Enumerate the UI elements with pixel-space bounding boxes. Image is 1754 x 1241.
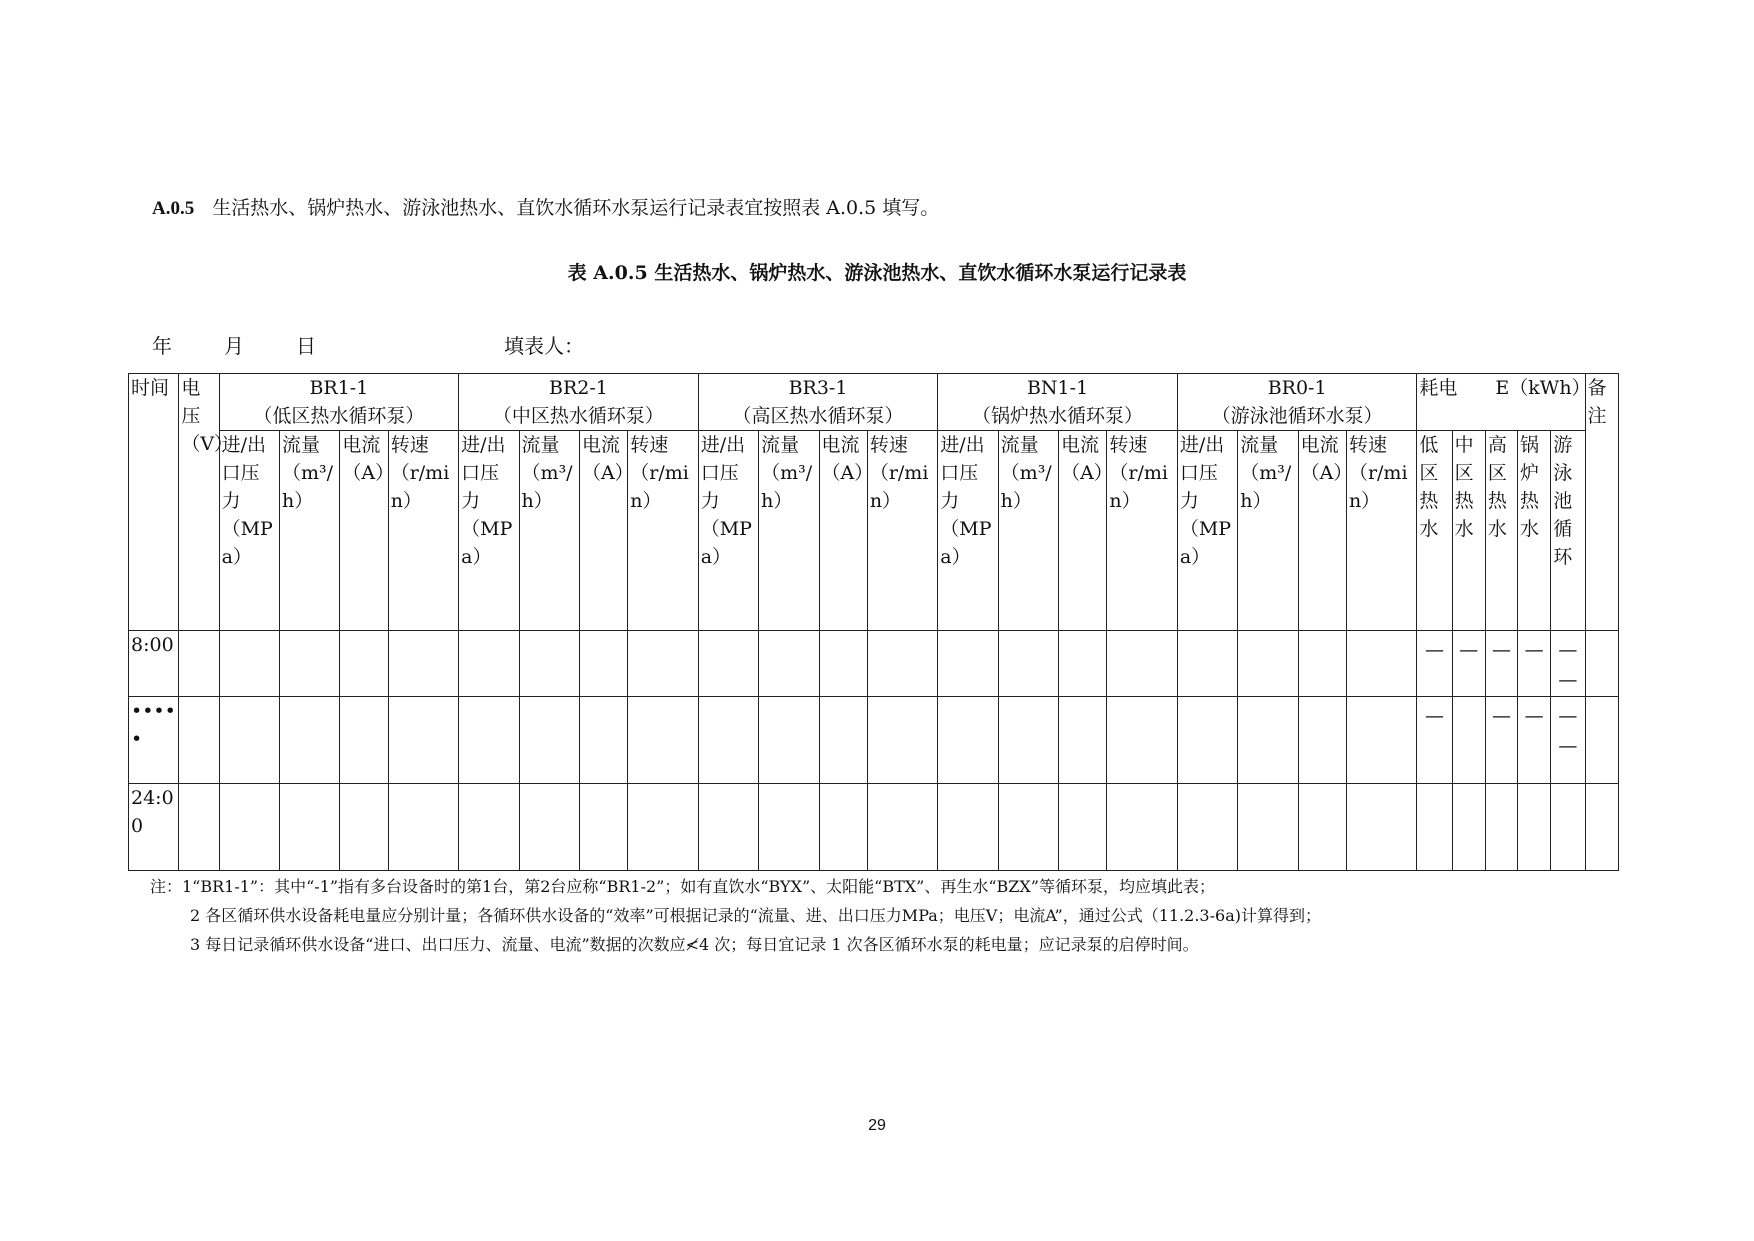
blank-cell[interactable] — [1346, 697, 1416, 784]
blank-cell[interactable] — [938, 631, 998, 697]
energy-cell: — — [1518, 631, 1551, 697]
energy-cell: — — [1485, 631, 1517, 697]
speed-header: 转速（r/min） — [1346, 431, 1416, 631]
intro-paragraph — [152, 193, 939, 220]
note-line: 2 各区循环供水设备耗电量应分别计量；各循环供水设备的“效率”可根据记录的“流量、进、出口压力MPa；电压V；电流A”，通过公式（11.2.3-6a)计算得到； — [190, 906, 1321, 925]
blank-cell[interactable] — [1107, 631, 1177, 697]
group-header-bn1 — [938, 374, 1178, 431]
blank-cell[interactable] — [628, 784, 698, 871]
speed-header: 转速（r/min） — [388, 431, 458, 631]
record-table — [128, 373, 1619, 871]
energy-cell — [1485, 784, 1517, 871]
pressure-header: 进/出口压力（MPa） — [698, 431, 758, 631]
blank-cell[interactable] — [698, 631, 758, 697]
blank-cell[interactable] — [998, 631, 1058, 697]
blank-cell[interactable] — [1107, 697, 1177, 784]
energy-col-pool: 游泳池循环 — [1551, 431, 1585, 631]
energy-cell — [1518, 784, 1551, 871]
pressure-header: 进/出口压力（MPa） — [1177, 431, 1237, 631]
blank-cell[interactable] — [1298, 697, 1346, 784]
page-number: 29 — [868, 1117, 886, 1134]
blank-cell[interactable] — [759, 631, 819, 697]
group-code: BR3-1 — [788, 377, 848, 399]
group-header-br0 — [1177, 374, 1417, 431]
blank-cell[interactable] — [459, 697, 519, 784]
flow-header: 流量（m³/h） — [519, 431, 579, 631]
energy-cell — [1417, 784, 1452, 871]
section-number: A.0.5 — [152, 198, 195, 219]
time-cell: •••• • — [129, 697, 179, 784]
energy-col-high: 高区热水 — [1485, 431, 1517, 631]
blank-cell[interactable] — [819, 631, 867, 697]
blank-cell[interactable] — [867, 697, 937, 784]
time-cell: 8:00 — [129, 631, 179, 697]
blank-cell[interactable] — [628, 697, 698, 784]
blank-cell[interactable] — [179, 697, 219, 784]
filler-label: 填表人： — [504, 334, 584, 358]
flow-header: 流量（m³/h） — [279, 431, 339, 631]
blank-cell[interactable] — [1059, 631, 1107, 697]
table-row — [129, 631, 1619, 697]
blank-cell[interactable] — [1238, 631, 1298, 697]
blank-cell[interactable] — [1298, 784, 1346, 871]
blank-cell[interactable] — [340, 631, 388, 697]
energy-cell — [1452, 697, 1485, 784]
energy-cell: — — [1485, 697, 1517, 784]
current-header: 电流（A） — [1298, 431, 1346, 631]
blank-cell[interactable] — [459, 784, 519, 871]
blank-cell[interactable] — [388, 784, 458, 871]
table-row — [129, 697, 1619, 784]
group-name: （低区热水循环泵） — [253, 405, 425, 427]
table-caption: 表 A.0.5 生活热水、锅炉热水、游泳池热水、直饮水循环水泵运行记录表 — [567, 262, 1187, 284]
energy-col-low: 低区热水 — [1417, 431, 1452, 631]
blank-cell[interactable] — [219, 697, 279, 784]
blank-cell[interactable] — [1059, 784, 1107, 871]
month-label: 月 — [224, 334, 244, 358]
blank-cell[interactable] — [579, 697, 627, 784]
speed-header: 转速（r/min） — [628, 431, 698, 631]
blank-cell[interactable] — [867, 631, 937, 697]
group-header-br3 — [698, 374, 938, 431]
energy-cell — [1551, 784, 1585, 871]
group-name: （锅炉热水循环泵） — [972, 405, 1144, 427]
blank-cell[interactable] — [519, 697, 579, 784]
pressure-header: 进/出口压力（MPa） — [459, 431, 519, 631]
blank-cell[interactable] — [998, 784, 1058, 871]
group-code: BR1-1 — [309, 377, 369, 399]
flow-header: 流量（m³/h） — [759, 431, 819, 631]
group-code: BR2-1 — [549, 377, 608, 399]
group-code: BR0-1 — [1267, 377, 1327, 399]
remark-cell[interactable] — [1585, 631, 1618, 697]
remark-header: 备注 — [1585, 374, 1618, 631]
group-code: BN1-1 — [1026, 377, 1089, 399]
voltage-header: 电压（V） — [179, 374, 219, 631]
blank-cell[interactable] — [1059, 697, 1107, 784]
blank-cell[interactable] — [1238, 697, 1298, 784]
group-name: （高区热水循环泵） — [732, 405, 904, 427]
blank-cell[interactable] — [340, 697, 388, 784]
remark-cell[interactable] — [1585, 697, 1618, 784]
day-label: 日 — [296, 334, 316, 358]
time-cell: 24:00 — [129, 784, 179, 871]
blank-cell[interactable] — [938, 697, 998, 784]
table-notes — [150, 872, 1321, 959]
pressure-header: 进/出口压力（MPa） — [219, 431, 279, 631]
blank-cell[interactable] — [579, 784, 627, 871]
energy-cell: — — [1452, 631, 1485, 697]
blank-cell[interactable] — [698, 784, 758, 871]
pressure-header: 进/出口压力（MPa） — [938, 431, 998, 631]
current-header: 电流（A） — [579, 431, 627, 631]
blank-cell[interactable] — [938, 784, 998, 871]
current-header: 电流（A） — [819, 431, 867, 631]
energy-cell: — — [1417, 697, 1452, 784]
blank-cell[interactable] — [698, 697, 758, 784]
time-header: 时间 — [129, 374, 179, 631]
blank-cell[interactable] — [759, 697, 819, 784]
note-line: 注：1“BR1-1”：其中“-1”指有多台设备时的第1台，第2台应称“BR1-2”；如有直饮水“BYX”、太阳能“BTX”、再生水“BZX”等循环泵，均应填此表； — [150, 877, 1215, 896]
blank-cell[interactable] — [1177, 631, 1237, 697]
blank-cell[interactable] — [1107, 784, 1177, 871]
speed-header: 转速（r/min） — [1107, 431, 1177, 631]
blank-cell[interactable] — [459, 631, 519, 697]
note-line: 3 每日记录循环供水设备“进口、出口压力、流量、电流”数据的次数应≮4 次；每日宜记录 1 次各区循环水泵的耗电量；应记录泵的启停时间。 — [190, 935, 1199, 954]
table-row — [129, 784, 1619, 871]
remark-cell[interactable] — [1585, 784, 1618, 871]
intro-text: 生活热水、锅炉热水、游泳池热水、直饮水循环水泵运行记录表宜按照表 A.0.5 填写。 — [212, 197, 940, 219]
group-header-br1 — [219, 374, 459, 431]
energy-col-mid: 中区热水 — [1452, 431, 1485, 631]
blank-cell[interactable] — [279, 631, 339, 697]
current-header: 电流（A） — [340, 431, 388, 631]
blank-cell[interactable] — [1346, 631, 1416, 697]
blank-cell[interactable] — [219, 784, 279, 871]
group-name: （中区热水循环泵） — [492, 405, 664, 427]
blank-cell[interactable] — [867, 784, 937, 871]
blank-cell[interactable] — [519, 784, 579, 871]
flow-header: 流量（m³/h） — [998, 431, 1058, 631]
energy-col-boiler: 锅炉热水 — [1518, 431, 1551, 631]
blank-cell[interactable] — [219, 631, 279, 697]
current-header: 电流（A） — [1059, 431, 1107, 631]
energy-cell: — — [1518, 697, 1551, 784]
flow-header: 流量（m³/h） — [1238, 431, 1298, 631]
speed-header: 转速（r/min） — [867, 431, 937, 631]
blank-cell[interactable] — [759, 784, 819, 871]
energy-cell: — — — [1551, 631, 1585, 697]
blank-cell[interactable] — [388, 631, 458, 697]
blank-cell[interactable] — [1177, 784, 1237, 871]
energy-cell: — — — [1551, 697, 1585, 784]
blank-cell[interactable] — [1346, 784, 1416, 871]
group-name: （游泳池循环水泵） — [1211, 405, 1383, 427]
group-header-br2 — [459, 374, 699, 431]
year-label: 年 — [152, 334, 172, 358]
energy-cell — [1452, 784, 1485, 871]
energy-cell: — — [1417, 631, 1452, 697]
blank-cell[interactable] — [1298, 631, 1346, 697]
blank-cell[interactable] — [819, 697, 867, 784]
blank-cell[interactable] — [579, 631, 627, 697]
blank-cell[interactable] — [279, 784, 339, 871]
energy-header: 耗电 E（kWh） — [1417, 374, 1585, 431]
blank-cell[interactable] — [179, 631, 219, 697]
blank-cell[interactable] — [819, 784, 867, 871]
date-line — [152, 330, 584, 359]
blank-cell[interactable] — [1177, 697, 1237, 784]
blank-cell[interactable] — [1238, 784, 1298, 871]
blank-cell[interactable] — [388, 697, 458, 784]
blank-cell[interactable] — [998, 697, 1058, 784]
blank-cell[interactable] — [279, 697, 339, 784]
blank-cell[interactable] — [628, 631, 698, 697]
blank-cell[interactable] — [340, 784, 388, 871]
blank-cell[interactable] — [179, 784, 219, 871]
blank-cell[interactable] — [519, 631, 579, 697]
